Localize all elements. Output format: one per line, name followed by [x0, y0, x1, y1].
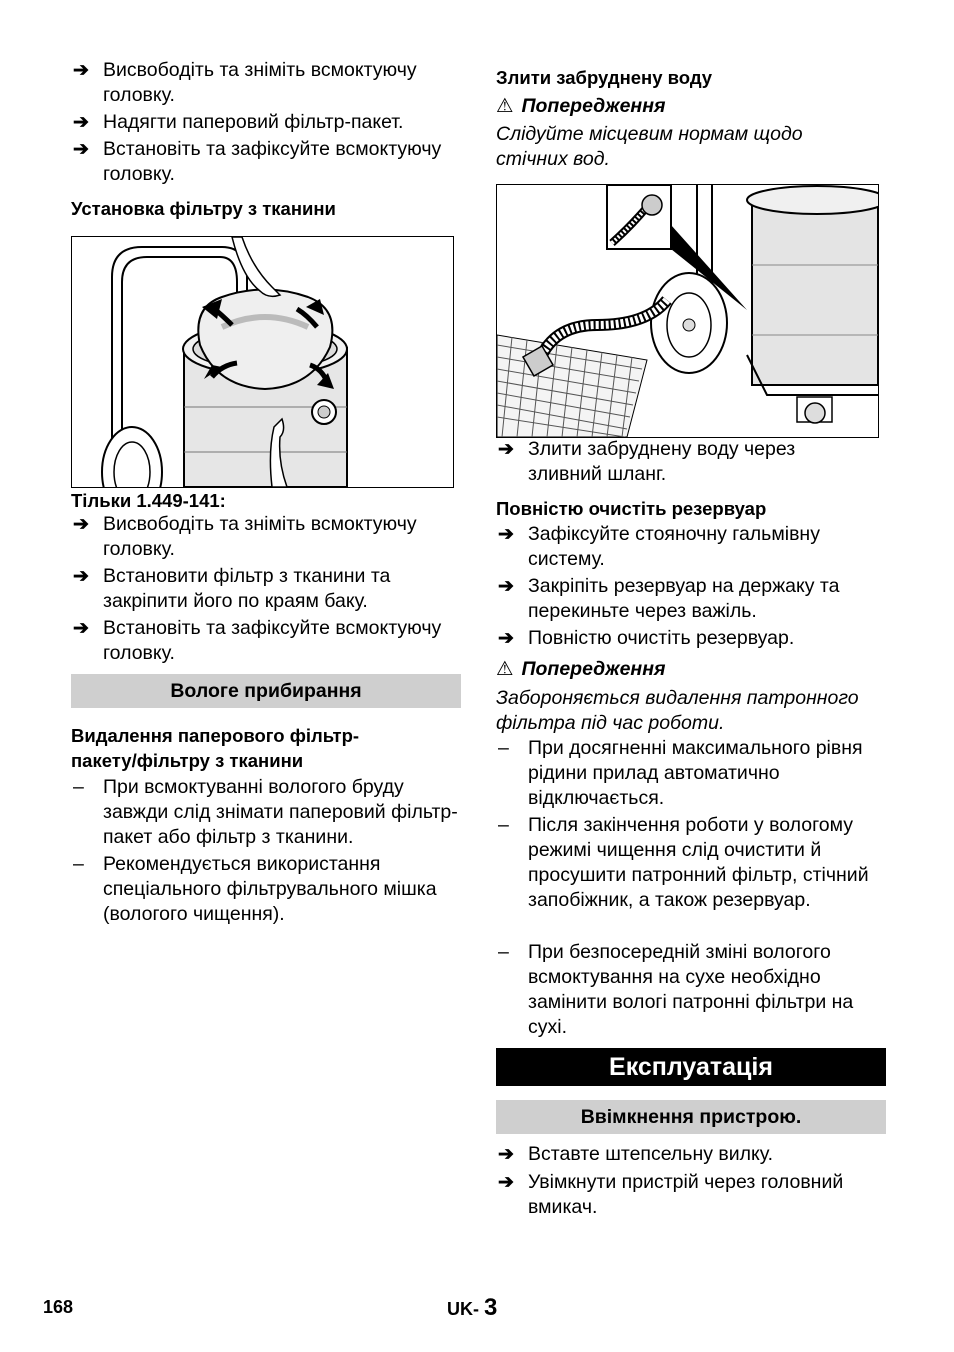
page-number: 168 [43, 1297, 74, 1317]
only-model-heading: Тільки 1.449-141: [71, 490, 226, 511]
arrow-right-icon: ➔ [73, 112, 89, 133]
dash-bullet: – [498, 814, 509, 836]
arrow-right-icon: ➔ [498, 1144, 514, 1165]
dash-bullet: – [73, 853, 84, 875]
arrow-right-icon: ➔ [73, 566, 89, 587]
list-item-text: При всмоктуванні вологого бруду завжди слід знімати паперовий фільтр-пакет або фільтр з тканини. [103, 776, 458, 848]
heading-fabric-filter: Установка фільтру з тканини [71, 198, 336, 219]
list-item [71, 852, 461, 927]
list-item-text: При безпосередній зміні вологого всмоктування на сухе необхідно замінити вологі патронні фільтри на сухі. [528, 941, 854, 1038]
list-item-text: Висвободіть та зніміть всмоктуючу головку. [103, 59, 417, 106]
arrow-right-icon: ➔ [73, 514, 89, 535]
list-item [71, 564, 461, 614]
warning-label-text: Попередження [521, 658, 666, 680]
arrow-right-icon: ➔ [498, 628, 514, 649]
list-item [496, 813, 886, 913]
list-item-text: При досягненні максимального рівня рідини прилад автоматично відключається. [528, 737, 863, 809]
list-item [496, 736, 886, 811]
arrow-right-icon: ➔ [498, 576, 514, 597]
list-item-text: Встановіть та зафіксуйте всмоктуючу головку. [103, 617, 442, 664]
arrow-right-icon: ➔ [498, 1172, 514, 1193]
drain-hose-illustration [497, 185, 878, 437]
list-item [71, 616, 461, 666]
list-item [496, 522, 886, 572]
dash-bullet: – [498, 737, 509, 759]
list-item-text: Рекомендується використання спеціального фільтрувального мішка (вологого чищення). [103, 853, 437, 925]
section-operation: Експлуатація [496, 1048, 886, 1086]
fabric-filter-illustration [72, 237, 453, 487]
list-item-text: Закріпіть резервуар на держаку та перекиньте через важіль. [528, 575, 840, 622]
arrow-right-icon: ➔ [73, 618, 89, 639]
figure-fabric-filter [71, 236, 454, 488]
warning-text: Забороняється видалення патронного фільтра під час роботи. [496, 687, 859, 734]
list-item-text: Надягти паперовий фільтр-пакет. [103, 111, 404, 133]
warning-label [496, 94, 665, 119]
warning-label-text: Попередження [521, 95, 666, 117]
list-item-text: Увімкнути пристрій через головний вмикач. [528, 1171, 844, 1218]
list-item [496, 574, 886, 624]
warning-label [496, 657, 665, 682]
list-item-text: Встановити фільтр з тканини та закріпити його по краям баку. [103, 565, 391, 612]
list-item [71, 775, 461, 850]
list-item-text: Повністю очистіть резервуар. [528, 627, 795, 649]
dash-bullet: – [498, 941, 509, 963]
list-item [496, 940, 886, 1040]
arrow-right-icon: ➔ [73, 139, 89, 160]
list-item [496, 1142, 886, 1167]
language-code-prefix: UK- [447, 1299, 479, 1319]
list-item-text: Встановіть та зафіксуйте всмоктуючу головку. [103, 138, 442, 185]
dash-bullet: – [73, 776, 84, 798]
section-switch-on: Ввімкнення пристрою. [496, 1100, 886, 1134]
arrow-right-icon: ➔ [73, 60, 89, 81]
list-item-text: Висвободіть та зніміть всмоктуючу головку. [103, 513, 417, 560]
warning-text: Слідуйте місцевим нормам щодо стічних вод. [496, 123, 803, 170]
heading-drain-water: Злити забруднену воду [496, 67, 713, 88]
list-item [71, 512, 461, 562]
language-code-number: 3 [484, 1294, 498, 1321]
list-item [496, 437, 886, 487]
list-item-text: Злити забруднену воду через зливний шланг. [528, 438, 796, 485]
arrow-right-icon: ➔ [498, 439, 514, 460]
arrow-right-icon: ➔ [498, 524, 514, 545]
list-item [496, 626, 886, 651]
list-item-text: Зафіксуйте стояночну гальмівну систему. [528, 523, 820, 570]
list-item [71, 137, 461, 187]
list-item [71, 58, 461, 108]
list-item [71, 110, 461, 135]
list-item-text: Вставте штепсельну вилку. [528, 1143, 773, 1165]
warning-triangle-icon: ⚠ [496, 95, 514, 117]
heading-remove-filter: Видалення паперового фільтр-пакету/фільтру з тканини [71, 725, 360, 771]
language-code [447, 1294, 497, 1322]
heading-clean-tank: Повністю очистіть резервуар [496, 498, 767, 519]
list-item-text: Після закінчення роботи у вологому режимі чищення слід очистити й просушити патронний фільтр, стічний запобіжник, а також резервуар. [528, 814, 869, 911]
section-wet-cleaning: Вологе прибирання [71, 674, 461, 708]
figure-drain-hose [496, 184, 879, 438]
list-item [496, 1170, 886, 1220]
warning-triangle-icon: ⚠ [496, 658, 514, 680]
